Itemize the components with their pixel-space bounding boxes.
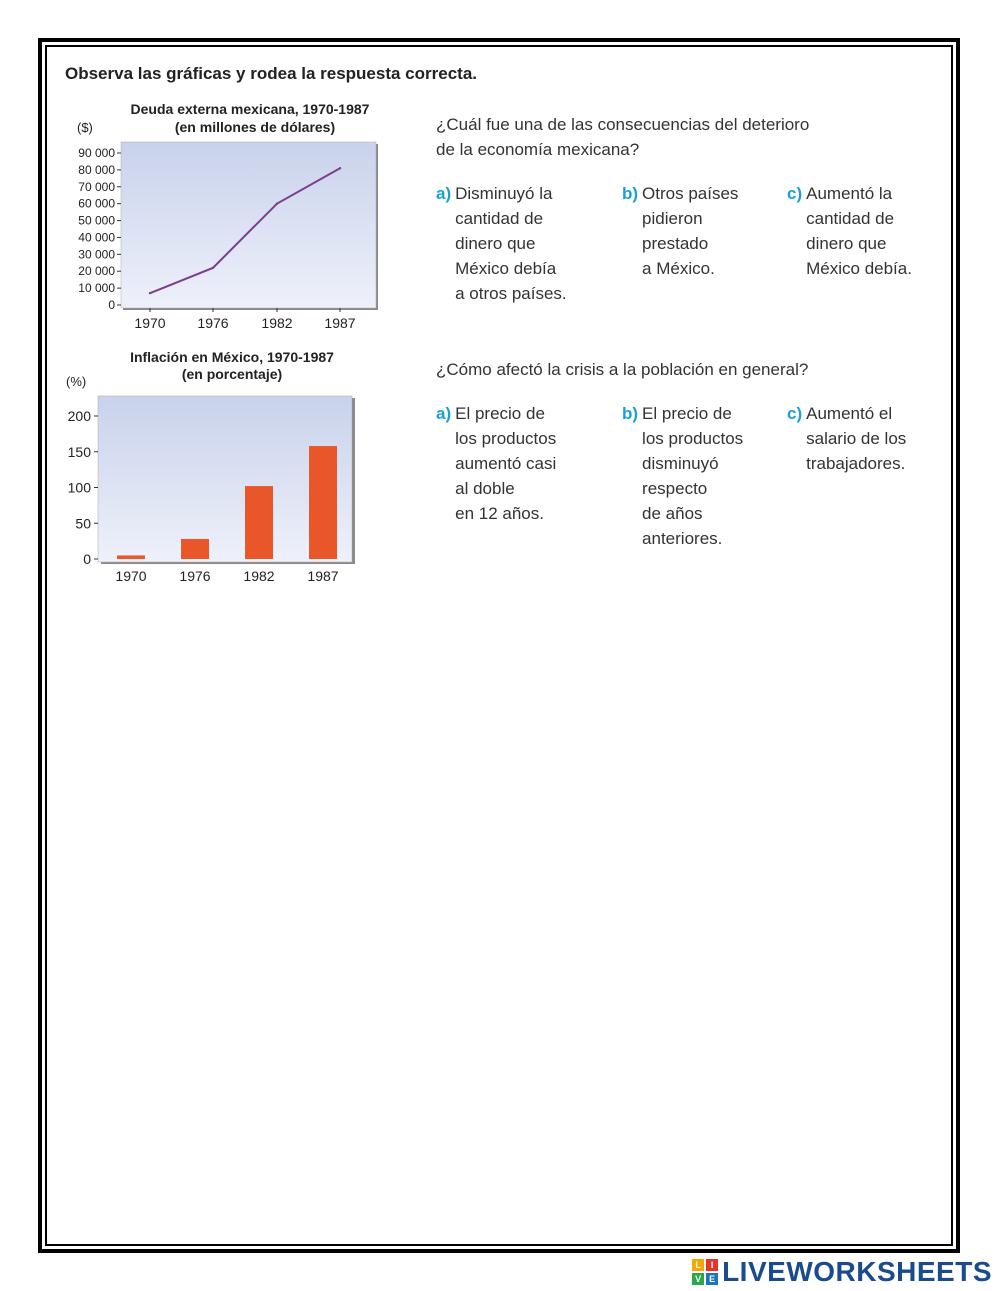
bar-1976: [181, 539, 209, 559]
y-tick-label: 80 000: [78, 162, 115, 177]
question-1-option-c[interactable]: [787, 181, 912, 281]
bar-1987: [309, 446, 337, 559]
y-tick-label: 10 000: [78, 281, 115, 296]
x-tick-label: 1987: [307, 568, 339, 584]
chart-title: Inflación en México, 1970-1987: [130, 349, 334, 365]
question-2-option-c[interactable]: [787, 401, 906, 476]
data-point: [149, 292, 151, 294]
bar-1970: [117, 555, 145, 559]
chart-subtitle: (en millones de dólares): [174, 119, 336, 135]
option-letter: c): [787, 184, 803, 203]
x-tick-label: 1976: [197, 315, 229, 331]
y-tick-label: 20 000: [78, 264, 115, 279]
y-tick-label: 60 000: [78, 196, 115, 211]
option-letter: b): [622, 184, 639, 203]
y-tick-label: 0: [108, 298, 115, 312]
question-2: ¿Cómo afectó la crisis a la población en general?: [436, 360, 809, 379]
question-2-option-a[interactable]: [436, 401, 556, 526]
y-tick-label: 40 000: [78, 230, 115, 245]
question-1-option-a[interactable]: [436, 181, 567, 306]
brand-name: LIVEWORKSHEETS: [722, 1256, 992, 1287]
option-text: Aumentó la cantidad de dinero que México debía.: [806, 184, 912, 278]
y-tick-label: 150: [67, 443, 91, 460]
instruction-text: Observa las gráficas y rodea la respuesta correcta.: [65, 64, 478, 83]
option-text: Aumentó el salario de los trabajadores.: [806, 404, 907, 473]
y-tick-label: 50: [75, 515, 91, 532]
option-letter: a): [436, 404, 452, 423]
option-letter: a): [436, 184, 452, 203]
y-tick-label: 50 000: [78, 213, 115, 228]
y-tick-label: 200: [67, 408, 91, 424]
chart-title: Deuda externa mexicana, 1970-1987: [130, 101, 370, 117]
question-1-option-b[interactable]: [622, 181, 738, 281]
data-point: [212, 267, 214, 269]
logo-block: V: [692, 1273, 704, 1285]
x-tick-label: 1987: [324, 315, 356, 331]
x-tick-label: 1970: [115, 568, 147, 584]
y-tick-label: 30 000: [78, 247, 115, 262]
debt-line-chart: [55, 100, 415, 340]
option-text: El precio de los productos disminuyó respecto de años anteriores.: [642, 404, 744, 548]
logo-block: I: [706, 1259, 718, 1271]
x-tick-label: 1970: [134, 315, 166, 331]
logo-block: L: [692, 1259, 704, 1271]
y-tick-label: 100: [67, 479, 91, 496]
data-point: [339, 167, 341, 169]
option-letter: c): [787, 404, 803, 423]
plot-area: [121, 142, 376, 308]
x-tick-label: 1982: [243, 568, 275, 584]
y-tick-label: 0: [83, 551, 91, 567]
liveworksheets-logo[interactable]: [692, 1256, 992, 1288]
question-1: ¿Cuál fue una de las consecuencias del deterioro de la economía mexicana?: [436, 115, 810, 159]
chart-subtitle: (en porcentaje): [181, 366, 283, 382]
x-tick-label: 1976: [179, 568, 211, 584]
bar-1982: [245, 486, 273, 559]
logo-block: E: [706, 1273, 718, 1285]
option-letter: b): [622, 404, 639, 423]
logo-icon: [692, 1259, 718, 1285]
y-axis-label: ($): [77, 120, 93, 135]
y-tick-label: 90 000: [78, 146, 115, 160]
option-text: El precio de los productos aumentó casi al doble en 12 años.: [455, 404, 557, 523]
y-axis-label: (%): [66, 374, 87, 389]
data-point: [276, 202, 278, 204]
option-text: Disminuyó la cantidad de dinero que México debía a otros países.: [455, 184, 567, 303]
inflation-bar-chart: [55, 348, 375, 593]
option-text: Otros países pidieron prestado a México.: [642, 184, 739, 278]
question-2-option-b[interactable]: [622, 401, 743, 551]
y-tick-label: 70 000: [78, 179, 115, 194]
x-tick-label: 1982: [261, 315, 293, 331]
